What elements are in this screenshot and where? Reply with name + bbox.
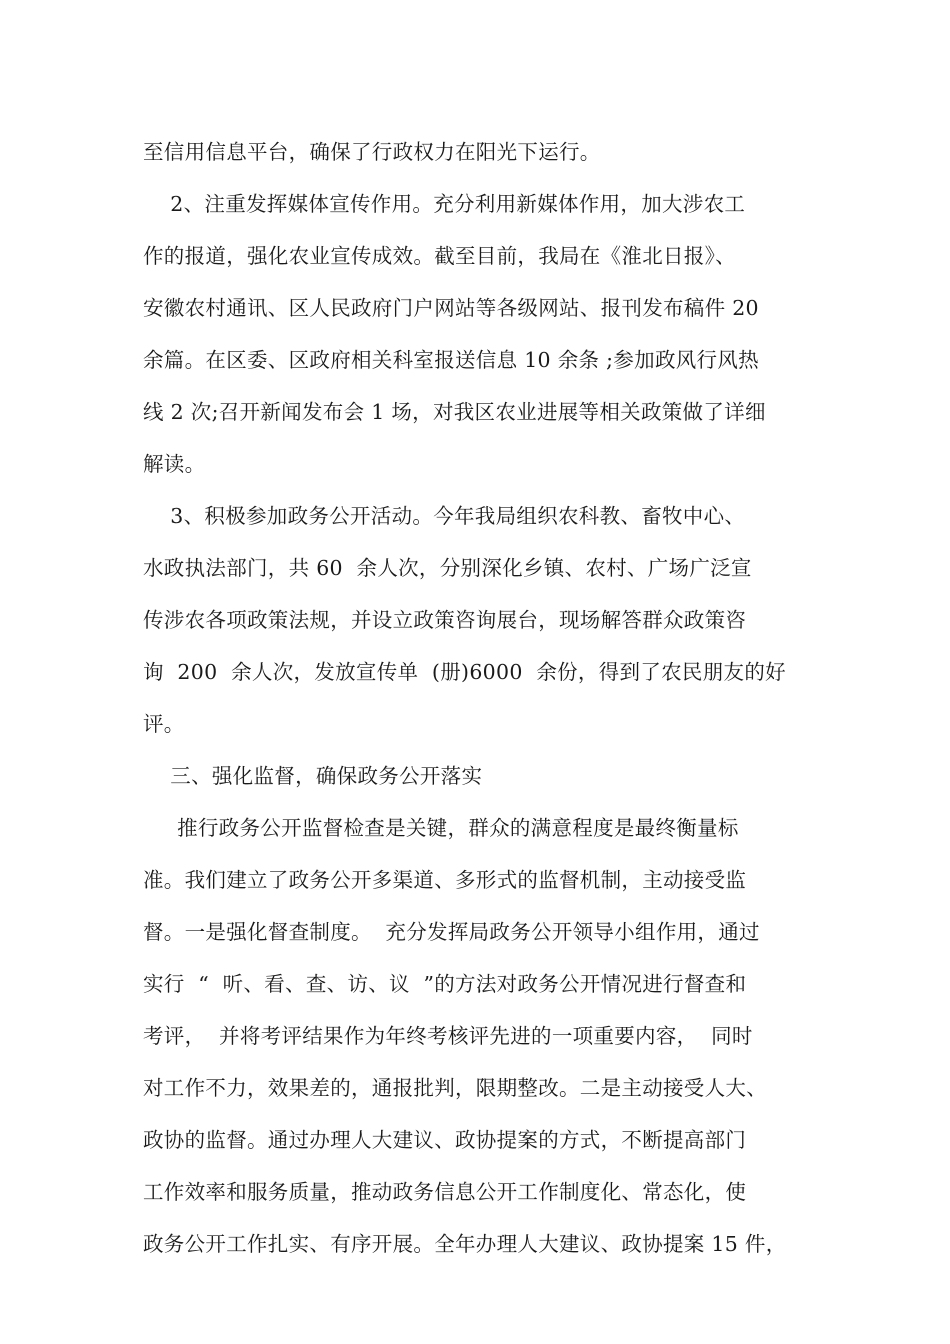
text-line: 督。一是强化督查制度。 充分发挥局政务公开领导小组作用，通过: [143, 920, 760, 944]
section-heading: 三、强化监督，确保政务公开落实: [143, 764, 483, 788]
text-line: 实行 “ 听、看、查、访、议 ”的方法对政务公开情况进行督查和: [143, 972, 747, 996]
text-line: 询 200 余人次，发放宣传单 (册)6000 余份，得到了农民朋友的好: [143, 660, 786, 684]
text-line: 考评， 并将考评结果作为年终考核评先进的一项重要内容， 同时: [143, 1024, 753, 1048]
text-line: 政协的监督。通过办理人大建议、政协提案的方式，不断提高部门: [143, 1128, 747, 1152]
text-line: 安徽农村通讯、区人民政府门户网站等各级网站、报刊发布稿件 20: [143, 296, 759, 320]
text-line: 至信用信息平台，确保了行政权力在阳光下运行。: [143, 140, 601, 164]
text-line: 线 2 次;召开新闻发布会 1 场，对我区农业进展等相关政策做了详细: [143, 400, 766, 424]
text-line: 评。: [143, 712, 185, 736]
text-line: 准。我们建立了政务公开多渠道、多形式的监督机制，主动接受监: [143, 868, 747, 892]
text-line: 余篇。在区委、区政府相关科室报送信息 10 余条 ;参加政风行风热: [143, 348, 759, 372]
text-line: 推行政务公开监督检查是关键，群众的满意程度是最终衡量标: [143, 816, 739, 840]
text-line: 工作效率和服务质量，推动政务信息公开工作制度化、常态化，使: [143, 1180, 747, 1204]
text-line: 3、积极参加政务公开活动。今年我局组织农科教、畜牧中心、: [143, 504, 746, 528]
text-line: 2、注重发挥媒体宣传作用。充分利用新媒体作用，加大涉农工: [143, 192, 746, 216]
text-line: 解读。: [143, 452, 206, 476]
text-line: 对工作不力，效果差的，通报批判，限期整改。二是主动接受人大、: [143, 1076, 767, 1100]
text-line: 水政执法部门，共 60 余人次，分别深化乡镇、农村、广场广泛宣: [143, 556, 752, 580]
text-line: 作的报道，强化农业宣传成效。截至目前，我局在《淮北日报》、: [143, 244, 736, 268]
text-line: 政务公开工作扎实、有序开展。全年办理人大建议、政协提案 15 件，: [143, 1232, 787, 1256]
text-line: 传涉农各项政策法规，并设立政策咨询展台，现场解答群众政策咨: [143, 608, 747, 632]
